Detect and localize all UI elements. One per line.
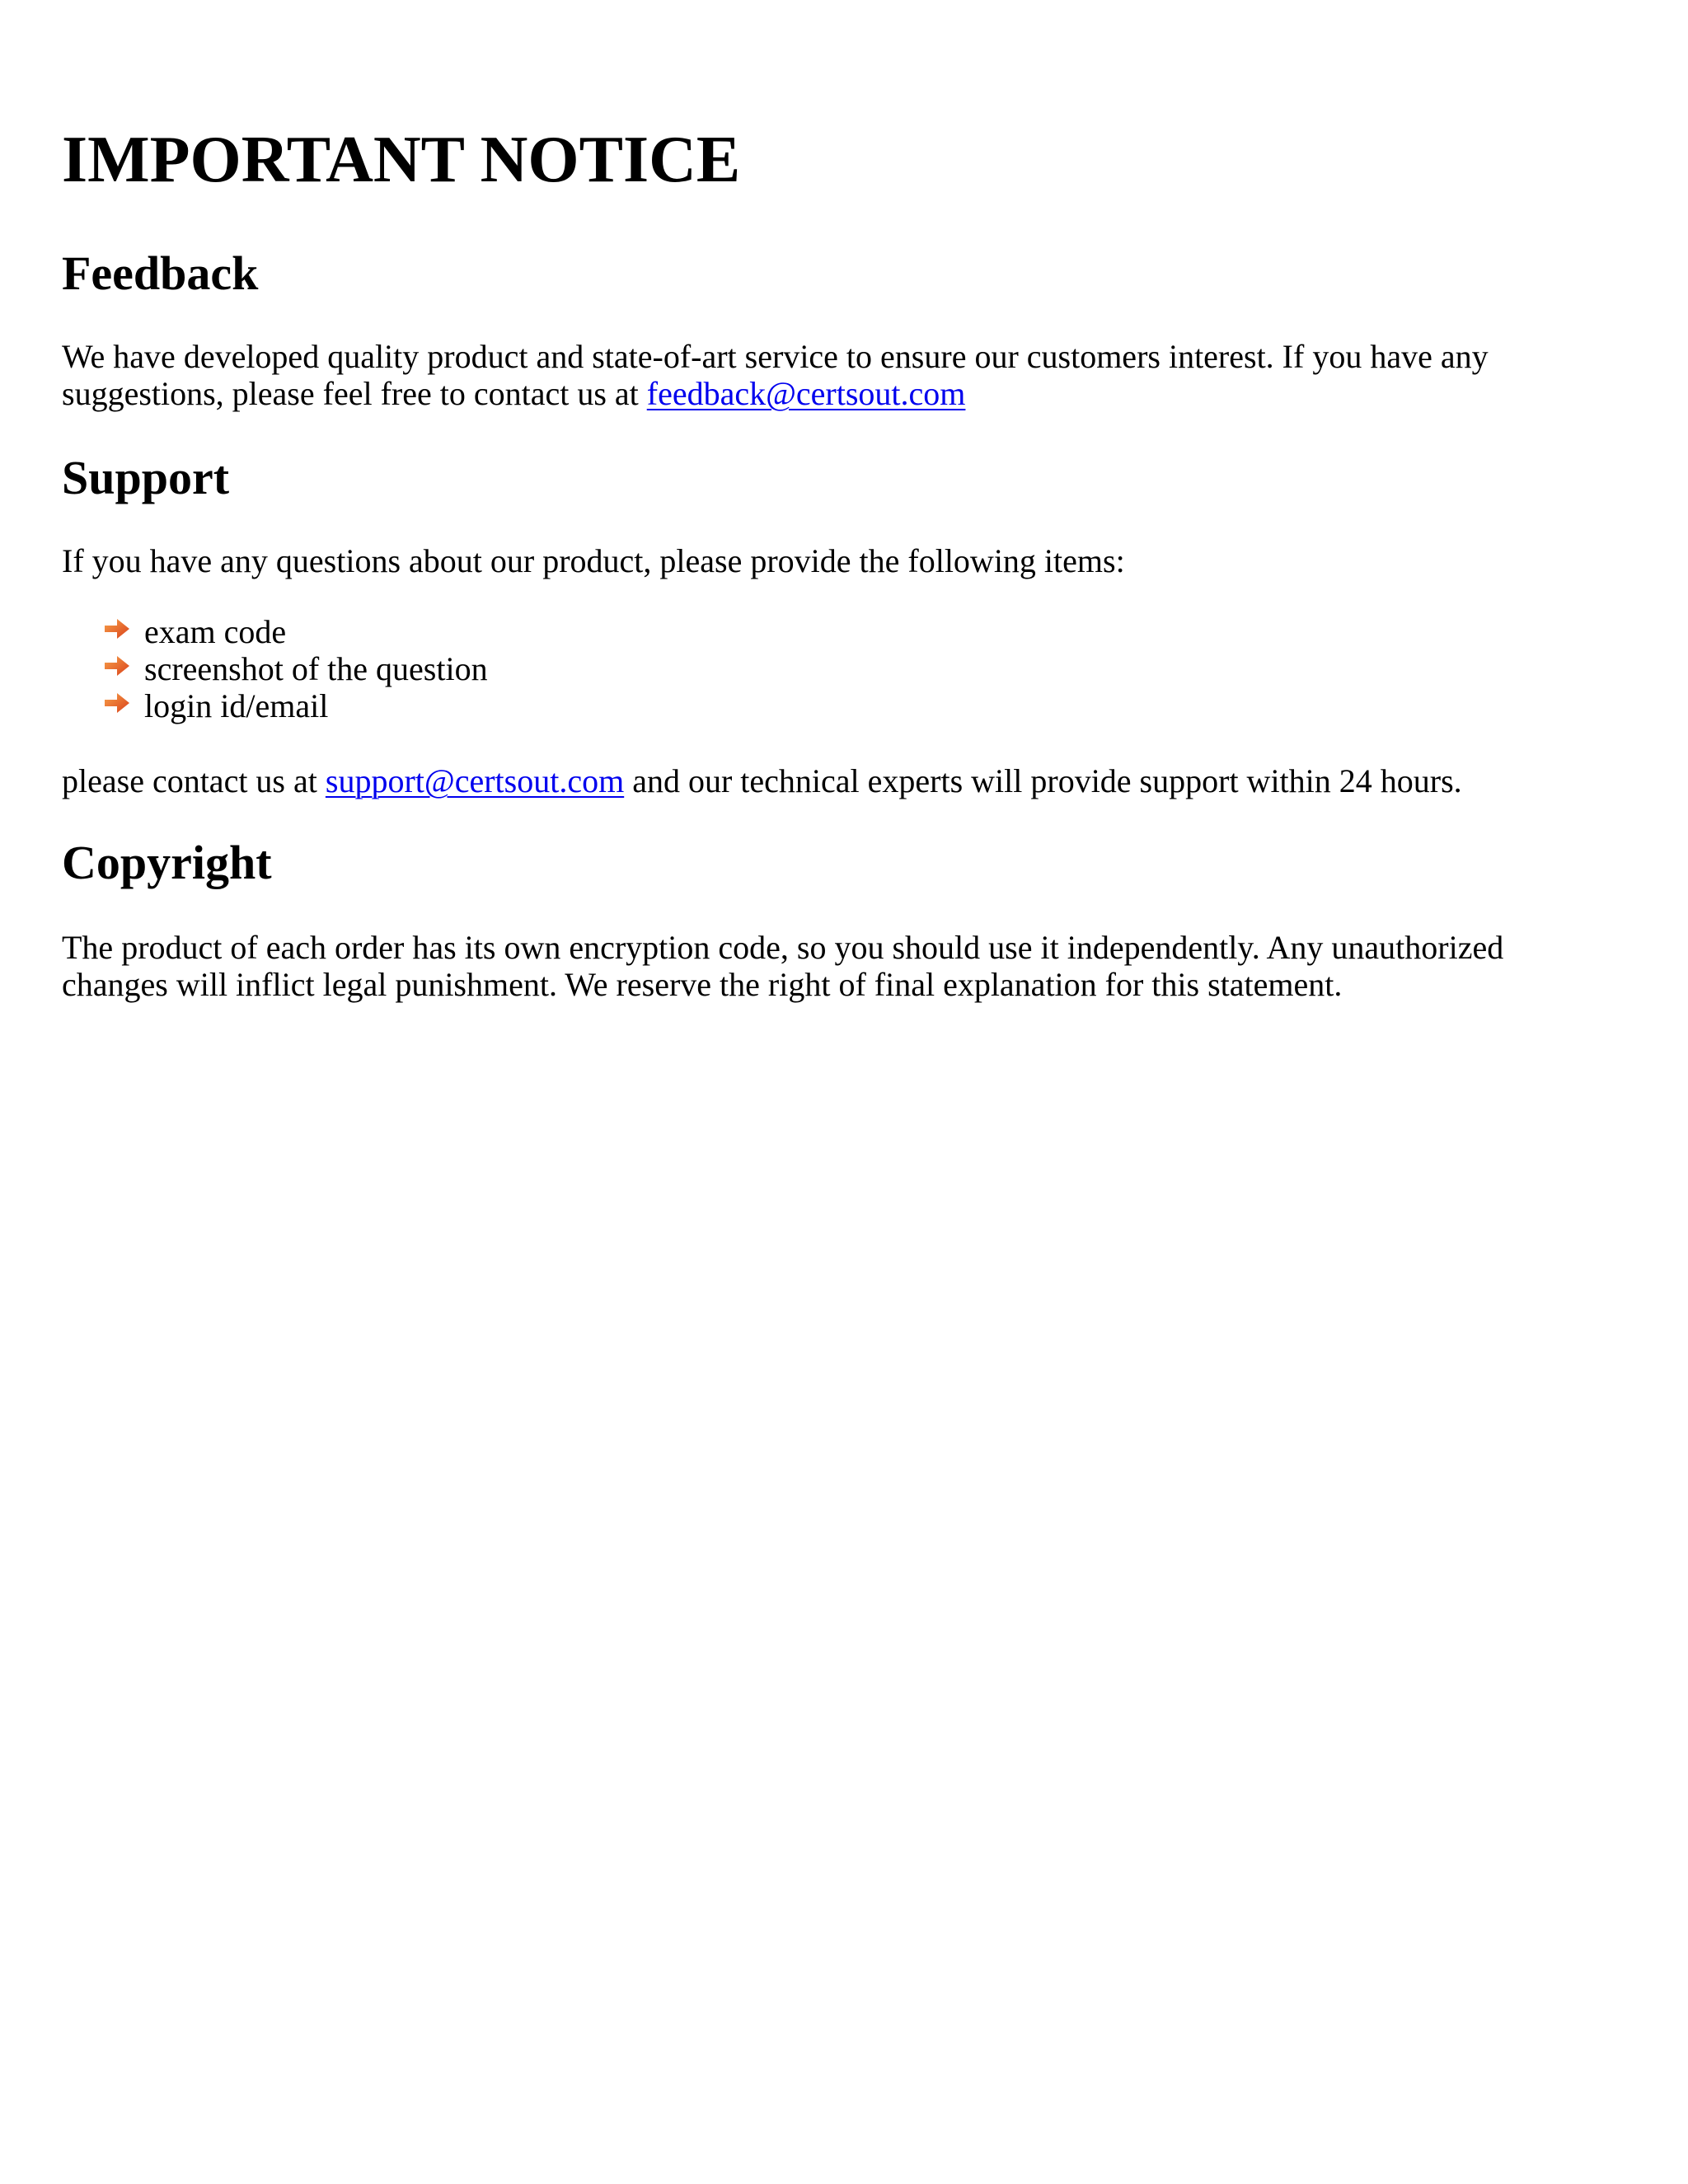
copyright-heading: Copyright xyxy=(62,836,272,889)
list-item xyxy=(103,650,488,687)
arrow-bullet-icon xyxy=(103,691,131,715)
copyright-paragraph: The product of each order has its own encryption code, so you should use it independently. Any unauthorized changes will inflict legal punishment. We reserve the right of final explanation for this statement. xyxy=(62,929,1504,1003)
list-item-label: exam code xyxy=(144,613,287,650)
feedback-heading: Feedback xyxy=(62,246,259,300)
support-heading: Support xyxy=(62,451,230,504)
list-item-label: login id/email xyxy=(144,687,329,724)
feedback-paragraph xyxy=(62,338,1611,412)
feedback-text: We have developed quality product and state-of-art service to ensure our customers interest. If you have any suggestions, please feel free to contact us at xyxy=(62,338,1489,412)
list-item-label: screenshot of the question xyxy=(144,650,488,687)
support-contact-paragraph xyxy=(62,762,1611,799)
support-items-list xyxy=(103,613,488,724)
arrow-bullet-icon xyxy=(103,616,131,641)
support-intro: If you have any questions about our product, please provide the following items: xyxy=(62,542,1125,579)
support-contact-before: please contact us at xyxy=(62,762,326,799)
feedback-email-link[interactable]: feedback@certsout.com xyxy=(646,375,966,412)
support-email-link[interactable]: support@certsout.com xyxy=(325,762,625,799)
list-item xyxy=(103,613,488,650)
arrow-bullet-icon xyxy=(103,654,131,678)
list-item xyxy=(103,687,488,724)
page-title: IMPORTANT NOTICE xyxy=(62,124,741,196)
support-contact-after: and our technical experts will provide support within 24 hours. xyxy=(624,762,1462,799)
